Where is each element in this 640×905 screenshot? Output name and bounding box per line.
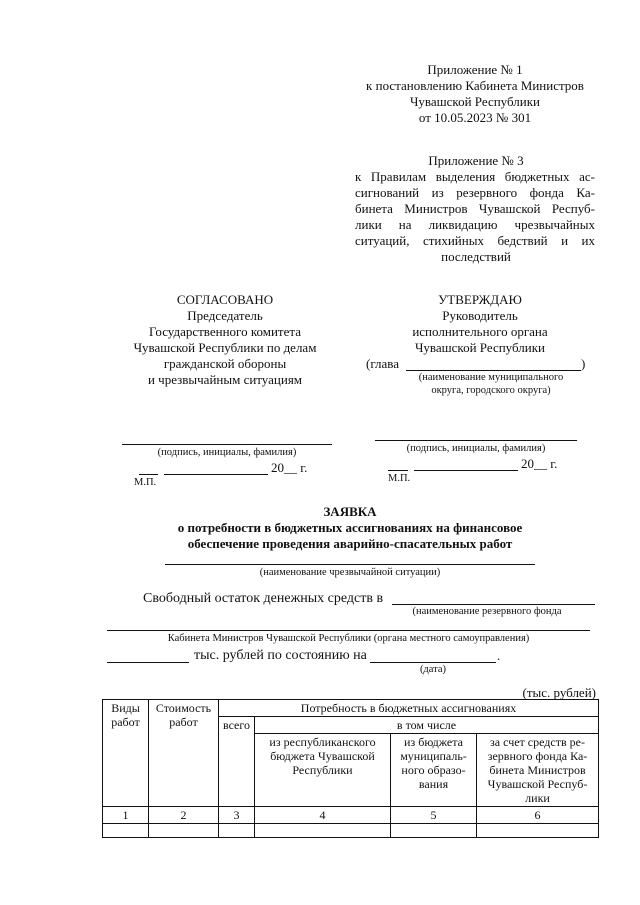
appendix3-line: ситуаций, стихийных бедствий и их (355, 233, 595, 248)
column-number: 3 (219, 807, 255, 824)
signature-hint-right: (подпись, инициалы, фамилия) (406, 443, 546, 454)
day-line-left (139, 474, 158, 475)
header-municipal: из бюджета муниципаль-ного образо-вания (391, 734, 477, 807)
column-number: 6 (477, 807, 599, 824)
situation-line (165, 564, 535, 565)
cabinet-line (107, 630, 590, 631)
table-cell[interactable] (103, 824, 149, 838)
agreed-line: и чрезвычайным ситуациям (147, 372, 303, 387)
header-including: в том числе (255, 717, 599, 734)
date-dot: . (497, 648, 501, 663)
column-number: 1 (103, 807, 149, 824)
agreed-line: Председатель (187, 308, 263, 323)
year-right: 20__ г. (521, 456, 558, 471)
table-cell[interactable] (255, 824, 391, 838)
table-number-row (103, 807, 599, 824)
rub-label: тыс. рублей по состоянию на (194, 648, 367, 663)
table-cell[interactable] (149, 824, 219, 838)
appendix3-line: бинета Министров Чувашской Респуб- (355, 201, 595, 216)
signature-line-right (375, 440, 577, 441)
seal-right: М.П. (388, 473, 411, 484)
signature-hint-left: (подпись, инициалы, фамилия) (157, 447, 297, 458)
document-subtitle-2: обеспечение проведения аварийно-спасательных работ (187, 536, 513, 551)
date-hint: (дата) (419, 664, 447, 675)
approved-hint1: (наименование муниципального (418, 372, 564, 383)
appendix3-line: к Правилам выделения бюджетных ас- (355, 169, 595, 184)
column-number: 2 (149, 807, 219, 824)
column-number: 5 (391, 807, 477, 824)
approved-hint2: округа, городского округа) (431, 385, 551, 396)
appendix3-title: Приложение № 3 (428, 153, 524, 168)
table-empty-row (103, 824, 599, 838)
approved-line: Чувашской Республики (414, 340, 546, 355)
header-need: Потребность в бюджетных ассигнованиях (219, 700, 599, 717)
header-kinds: Виды работ (103, 700, 149, 807)
amount-line (107, 662, 189, 663)
fund-hint: (наименование резервного фонда (412, 606, 562, 617)
header-republic: из республиканского бюджета Чувашской Республики (255, 734, 391, 807)
approved-head-prefix: (глава (366, 356, 399, 371)
appendix1-line4: от 10.05.2023 № 301 (418, 110, 532, 125)
appendix3-line: лики на ликвидацию чрезвычайных (355, 217, 595, 232)
agreed-line: Государственного комитета (149, 324, 301, 339)
approved-line: исполнительного органа (412, 324, 548, 339)
situation-hint: (наименование чрезвычайной ситуации) (259, 567, 441, 578)
table-cell[interactable] (391, 824, 477, 838)
agreed-line: гражданской обороны (163, 356, 287, 371)
day-line-right (388, 470, 408, 471)
appendix1-line2: к постановлению Кабинета Министров (366, 78, 584, 93)
balance-label: Свободный остаток денежных средств в (143, 591, 384, 606)
column-number: 4 (255, 807, 391, 824)
document-title: ЗАЯВКА (323, 504, 377, 519)
month-line-left (164, 474, 268, 475)
agreed-line: Чувашской Республики по делам (133, 340, 317, 355)
appendix3-last: последствий (441, 249, 511, 264)
approved-head-suffix: ) (581, 356, 586, 371)
table-header-row (103, 700, 599, 717)
requirements-table (102, 699, 599, 838)
month-line-right (414, 470, 518, 471)
approved-line: Руководитель (442, 308, 518, 323)
signature-line-left (122, 444, 332, 445)
document-subtitle-1: о потребности в бюджетных ассигнованиях на финансовое (177, 520, 523, 535)
approved-title: УТВЕРЖДАЮ (438, 292, 522, 307)
appendix3-line: сигнований из резервного фонда Ка- (355, 185, 595, 200)
appendix1-line3: Чувашской Республики (409, 94, 541, 109)
header-total: всего (219, 717, 255, 807)
agreed-title: СОГЛАСОВАНО (176, 292, 274, 307)
appendix1-line1: Приложение № 1 (427, 62, 523, 77)
header-cost: Стоимость работ (149, 700, 219, 807)
table-cell[interactable] (219, 824, 255, 838)
header-reserve: за счет средств ре-зервного фонда Ка-бинета Министров Чувашской Респуб-лики (477, 734, 599, 807)
cabinet-hint: Кабинета Министров Чувашской Республики (органа местного самоуправления) (167, 633, 530, 644)
year-left: 20__ г. (271, 460, 308, 475)
table-cell[interactable] (477, 824, 599, 838)
seal-left: М.П. (134, 477, 157, 488)
units-label: (тыс. рублей) (522, 685, 596, 700)
